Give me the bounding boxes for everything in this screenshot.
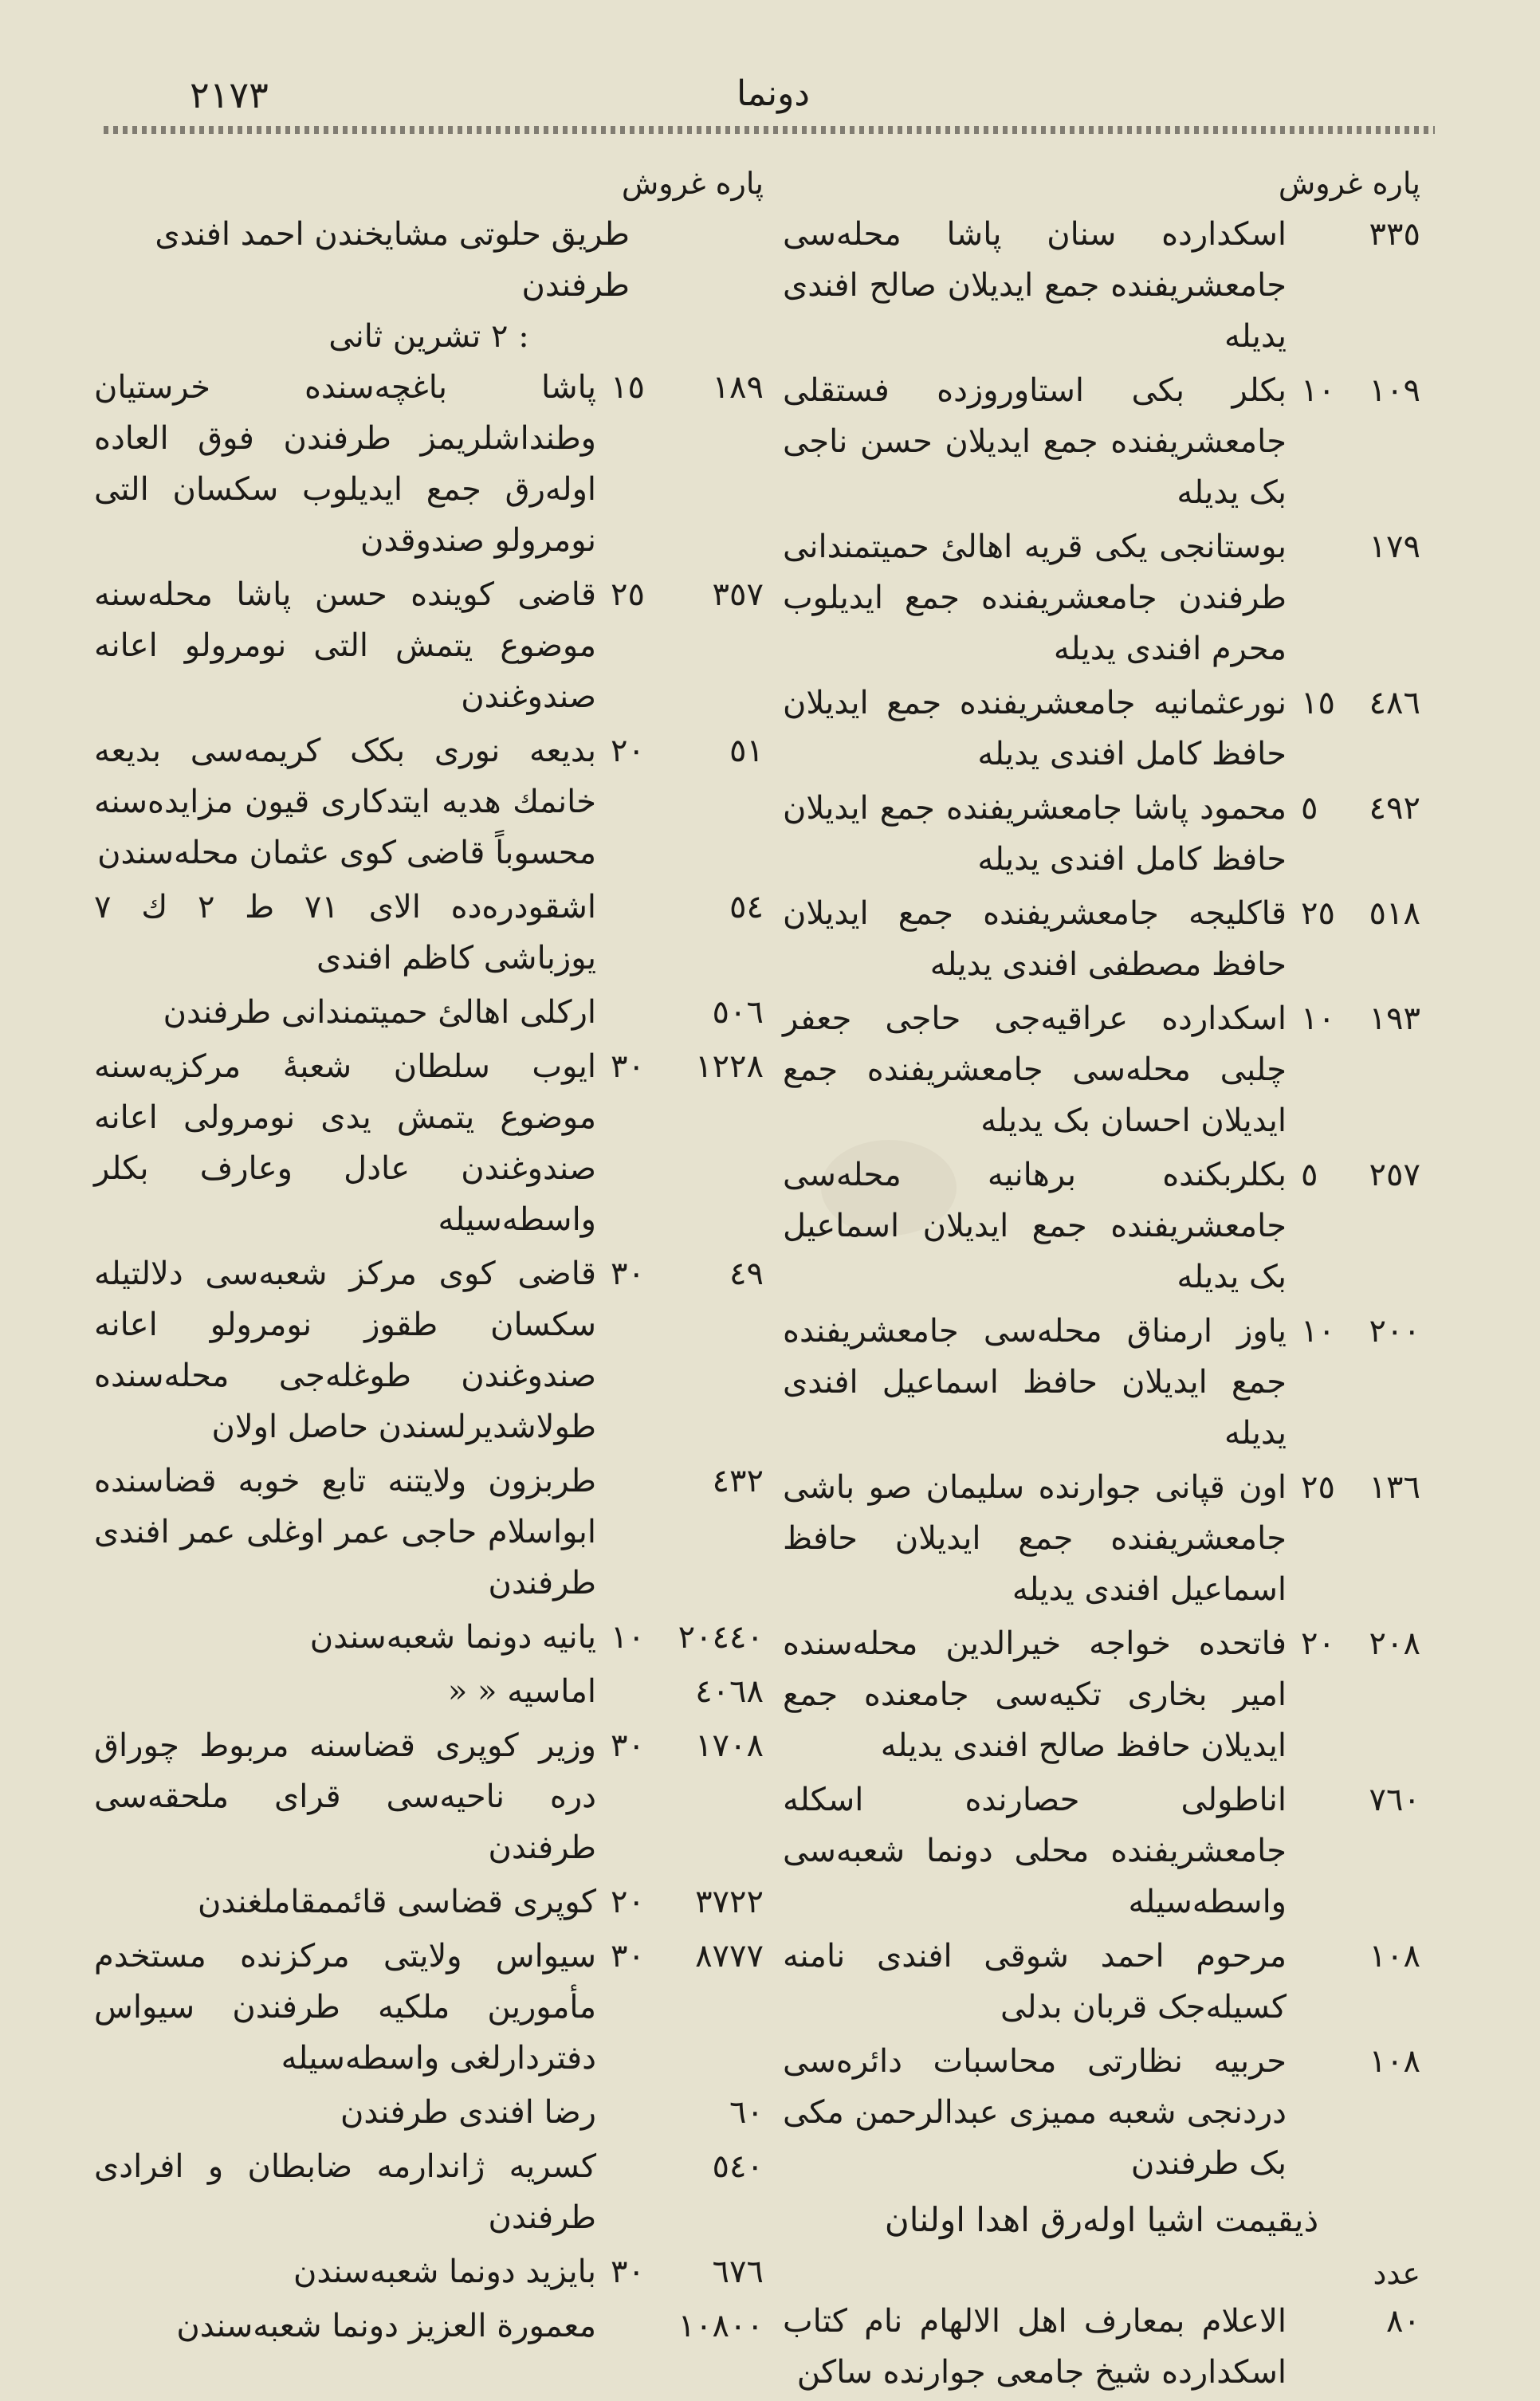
- amount: [596, 1456, 764, 1609]
- kurus-value: ٣٣٥: [1369, 216, 1420, 253]
- amount: [1287, 888, 1420, 990]
- ledger-entry: [94, 1931, 764, 2084]
- kurus-value: ٦٧٦: [712, 2254, 764, 2290]
- date-line: : ٢ تشرین ثانی: [328, 318, 529, 355]
- entry-text: یاوز ارمناق محله‌سی جامعشریفنده جمع ایدیلان حافظ اسماعیل افندی یدیله: [783, 1313, 1287, 1452]
- ledger-entry: [783, 993, 1420, 1146]
- entry-text: اناطولی حصارنده اسکله جامعشریفنده محلی دونما شعبه‌سی واسطه‌سیله: [783, 1782, 1287, 1920]
- entry-text: بدیعه نوری بکک کریمه‌سی بدیعه خانمك هدیه ایتدکاری قیون مزایده‌سنه محسوباً قاضی کوی عثمان محله‌سندن: [94, 733, 596, 871]
- para-value: ٢٥: [1301, 895, 1335, 932]
- kurus-value: ٤٨٦: [1369, 685, 1420, 721]
- amount: [1287, 678, 1420, 780]
- amount: [596, 1041, 764, 1245]
- para-value: ١٥: [611, 369, 645, 406]
- ledger-entry: [783, 1462, 1420, 1615]
- amount: [596, 725, 764, 878]
- kurus-value: ٣٥٧: [712, 576, 764, 613]
- kurus-value: ٤٩٢: [1369, 790, 1420, 827]
- page-number: ٢١٧٣: [190, 73, 269, 116]
- kurus-value: ١٨٩: [712, 369, 764, 406]
- ledger-entry: [94, 2246, 764, 2297]
- kurus-value: ٢٠٤٤٠: [678, 1619, 764, 1656]
- kurus-value: ٢٥٧: [1369, 1157, 1420, 1193]
- kurus-value: ١٠٨٠٠: [678, 2308, 764, 2344]
- amount: [596, 362, 764, 566]
- para-value: ٣٠: [611, 1727, 645, 1764]
- amount: [596, 2301, 764, 2352]
- amount: [1287, 993, 1420, 1146]
- amount: [1287, 365, 1420, 518]
- entry-text: رضا افندی طرفندن: [340, 2094, 596, 2131]
- entry-text: پاشا باغچه‌سنده خرستیان وطنداشلریمز طرفندن فوق العاده اوله‌رق جمع ایدیلوب سکسان التی نومرولو صندوقدن: [94, 369, 596, 559]
- amount: [1287, 783, 1420, 885]
- amount: [596, 987, 764, 1038]
- para-value: ١٠: [611, 1619, 645, 1656]
- kurus-value: ٢٠٨: [1369, 1625, 1420, 1662]
- para-value: ٥: [1301, 1157, 1318, 1193]
- ledger-entry: [94, 1876, 764, 1927]
- ledger-entry: [783, 209, 1420, 362]
- kurus-value: ١٠٨: [1369, 1938, 1420, 1975]
- ledger-entry: [783, 1149, 1420, 1303]
- page-title: دونما: [737, 73, 810, 114]
- entry-text: محمود پاشا جامعشریفنده جمع ایدیلان حافظ کامل افندی یدیله: [783, 790, 1287, 878]
- entry-text: قاضی کوی مرکز شعبه‌سی دلالتیله سکسان طقوز نومرولو اعانه صندوغندن طوغله‌جی محله‌سنده طولاشدیرلسندن حاصل اولان: [94, 1256, 596, 1445]
- ledger-entry: [783, 783, 1420, 885]
- ledger-entry: [94, 2301, 764, 2352]
- para-value: ٢٥: [1301, 1469, 1335, 1506]
- para-value: ٢٠: [611, 733, 645, 769]
- para-value: ١٠: [1301, 1000, 1335, 1037]
- entry-text: بوستانجی یکی قریه اهالیٔ حمیتمندانی طرفندن جامعشریفنده جمع ایدیلوب محرم افندی یدیله: [783, 529, 1287, 667]
- amount: [596, 2246, 764, 2297]
- kurus-value: ٥٤: [729, 889, 764, 925]
- para-value: ١٠: [1301, 372, 1335, 409]
- amount: [1287, 2296, 1420, 2398]
- ledger-entry: [783, 365, 1420, 518]
- amount: [596, 1666, 764, 1717]
- right-column: [783, 209, 1420, 2401]
- entry-text: قاضی کوینده حسن پاشا محله‌سنه موضوع یتمش التی نومرولو اعانه صندوغندن: [94, 576, 596, 715]
- section-subheading: ذیقیمت اشیا اوله‌رق اهدا اولنان: [884, 2200, 1319, 2239]
- entry-text: وزیر کوپری قضاسنه مربوط چوراق دره ناحیه‌سی قرای ملحقه‌سی طرفندن: [94, 1727, 596, 1866]
- entry-text: قاکلیجه جامعشریفنده جمع ایدیلان حافظ مصطفی افندی یدیله: [783, 895, 1287, 983]
- ledger-entry: [94, 1720, 764, 1873]
- amount: [1287, 2036, 1420, 2189]
- kurus-value: ١٠٨: [1369, 2043, 1420, 2080]
- kurus-value: ٤٣٢: [712, 1463, 764, 1499]
- ledger-entry: [783, 678, 1420, 780]
- ledger-entry: [94, 1666, 764, 1717]
- intro-line: طریق حلوتی مشایخندن احمد افندی: [155, 216, 630, 253]
- ledger-entry: [94, 569, 764, 722]
- entry-text: مرحوم احمد شوقی افندی نامنه کسیله‌جک قربان بدلی: [783, 1938, 1287, 2026]
- amount: [1287, 1306, 1420, 1459]
- ledger-entry: [783, 1931, 1420, 2033]
- entry-text: نورعثمانیه جامعشریفنده جمع ایدیلان حافظ کامل افندی یدیله: [783, 685, 1287, 772]
- amount: [1287, 521, 1420, 674]
- entry-text: ارکلی اهالیٔ حمیتمندانی طرفندن: [163, 994, 596, 1031]
- ledger-entry: [783, 521, 1420, 674]
- ledger-entry: [94, 987, 764, 1038]
- entry-text: بکلر بکی استاوروزده فستقلی جامعشریفنده جمع ایدیلان حسن ناجی بک یدیله: [783, 372, 1287, 511]
- entry-text: اماسیه « «: [447, 1673, 596, 1710]
- entry-text: حربیه نظارتی محاسبات دائره‌سی دردنجی شعبه ممیزی عبدالرحمن مکی بک طرفندن: [783, 2043, 1287, 2182]
- intro-line: طرفندن: [521, 267, 630, 304]
- kurus-value: ١٠٩: [1369, 372, 1420, 409]
- kurus-value: ٤٩: [729, 1256, 764, 1292]
- kurus-value: ٥٠٦: [712, 994, 764, 1031]
- amount: [1287, 1462, 1420, 1615]
- kurus-value: ١٣٦: [1369, 1469, 1420, 1506]
- entry-text: یانیه دونما شعبه‌سندن: [309, 1619, 596, 1656]
- ledger-entry: [783, 1774, 1420, 1927]
- kurus-value: ١٧٠٨: [695, 1727, 764, 1764]
- para-value: ٥: [1301, 790, 1318, 827]
- entry-text: اسکدارده سنان پاشا محله‌سی جامعشریفنده جمع ایدیلان صالح افندی یدیله: [783, 216, 1287, 355]
- amount: [596, 569, 764, 722]
- kurus-value: ٨٠: [1386, 2303, 1420, 2340]
- entry-text: بکلربکنده برهانیه محله‌سی جامعشریفنده جمع ایدیلان اسماعیل بک یدیله: [783, 1157, 1287, 1295]
- entry-text: معمورة العزیز دونما شعبه‌سندن: [176, 2308, 596, 2344]
- entry-text: اسکدارده عراقیه‌جی حاجی جعفر چلبی محله‌سی جامعشریفنده جمع ایدیلان احسان بک یدیله: [783, 1000, 1287, 1139]
- para-value: ١٥: [1301, 685, 1335, 721]
- ledger-entry: [94, 2141, 764, 2243]
- ledger-entry: [94, 1248, 764, 1452]
- kurus-value: ٧٦٠: [1369, 1782, 1420, 1818]
- kurus-value: ٦٠: [729, 2094, 764, 2131]
- amount: [1287, 1931, 1420, 2033]
- kurus-value: ١٧٩: [1369, 529, 1420, 565]
- para-value: ٣٠: [611, 1048, 645, 1085]
- amount: [596, 1876, 764, 1927]
- ledger-entry: [783, 888, 1420, 990]
- ledger-entry: [783, 2296, 1420, 2398]
- ledger-entry: [94, 882, 764, 984]
- kurus-value: ٢٠٠: [1369, 1313, 1420, 1350]
- right-column-heading: پاره غروش: [1278, 166, 1420, 201]
- kurus-value: ١٢٢٨: [695, 1048, 764, 1085]
- ledger-entry: [783, 1306, 1420, 1459]
- para-value: ٣٠: [611, 1938, 645, 1975]
- left-column-heading: پاره غروش: [621, 166, 764, 201]
- entry-text: ایوب سلطان شعبهٔ مرکزیه‌سنه موضوع یتمش یدی نومرولی اعانه صندوغندن عادل وعارف بکلر واسطه‌سیله: [94, 1048, 596, 1238]
- ledger-entry: [94, 1612, 764, 1663]
- ledger-entry: [94, 1456, 764, 1609]
- kurus-value: ٥١٨: [1369, 895, 1420, 932]
- amount: [1287, 1149, 1420, 1303]
- ledger-entry: [94, 362, 764, 566]
- para-value: ٣٠: [611, 1256, 645, 1292]
- left-column: [94, 209, 764, 2355]
- para-value: ٢٥: [611, 576, 645, 613]
- kurus-value: ١٩٣: [1369, 1000, 1420, 1037]
- para-value: ٢٠: [611, 1884, 645, 1920]
- kurus-value: ٥١: [729, 733, 764, 769]
- para-value: ٢٠: [1301, 1625, 1335, 1662]
- entry-text: اون قپانی جوارنده سلیمان صو باشی جامعشریفنده جمع ایدیلان حافظ اسماعیل افندی یدیله: [783, 1469, 1287, 1608]
- entry-text: سیواس ولایتی مرکزنده مستخدم مأمورین ملکیه طرفندن سیواس دفتردارلغی واسطه‌سیله: [94, 1938, 596, 2077]
- kurus-value: ٨٧٧٧: [695, 1938, 764, 1975]
- entry-text: الاعلام بمعارف اهل الالهام نام کتاب اسکدارده شیخ جامعی جوارنده ساکن: [783, 2303, 1287, 2391]
- amount: [596, 2087, 764, 2138]
- amount: [1287, 209, 1420, 362]
- kurus-value: ٥٤٠: [712, 2148, 764, 2185]
- entry-text: کسریه ژاندارمه ضابطان و افرادی طرفندن: [94, 2148, 596, 2236]
- amount: [1287, 1774, 1420, 1927]
- amount: [1287, 1618, 1420, 1771]
- para-value: ١٠: [1301, 1313, 1335, 1350]
- ledger-entry: [94, 725, 764, 878]
- ledger-entry: [783, 2036, 1420, 2189]
- header-rule: [104, 126, 1435, 134]
- kurus-value: ٤٠٦٨: [695, 1673, 764, 1710]
- kurus-value: ٣٧٢٢: [695, 1884, 764, 1920]
- entry-text: طربزون ولایتنه تابع خوبه قضاسنده ابواسلام حاجی عمر اوغلی عمر افندی طرفندن: [94, 1463, 596, 1601]
- amount: [596, 2141, 764, 2243]
- amount: [596, 1931, 764, 2084]
- entry-text: فاتحده خواجه خیرالدین محله‌سنده امیر بخاری تکیه‌سی جامعنده جمع ایدیلان حافظ صالح افندی یدیله: [783, 1625, 1287, 1764]
- entry-text: کوپری قضاسی قائممقاملغندن: [197, 1884, 596, 1920]
- ledger-entry: [94, 2087, 764, 2138]
- amount: [596, 1612, 764, 1663]
- amount: [596, 882, 764, 984]
- ledger-entry: [783, 1618, 1420, 1771]
- ledger-entry: [94, 1041, 764, 1245]
- amount: [596, 1248, 764, 1452]
- entry-text: اشقودره‌ده الای ٧١ ط ٢ ك ٧ یوزباشی کاظم افندی: [94, 889, 596, 977]
- amount: [596, 1720, 764, 1873]
- entry-text: بایزید دونما شعبه‌سندن: [293, 2254, 596, 2290]
- count-label: عدد: [1373, 2256, 1420, 2291]
- para-value: ٣٠: [611, 2254, 645, 2290]
